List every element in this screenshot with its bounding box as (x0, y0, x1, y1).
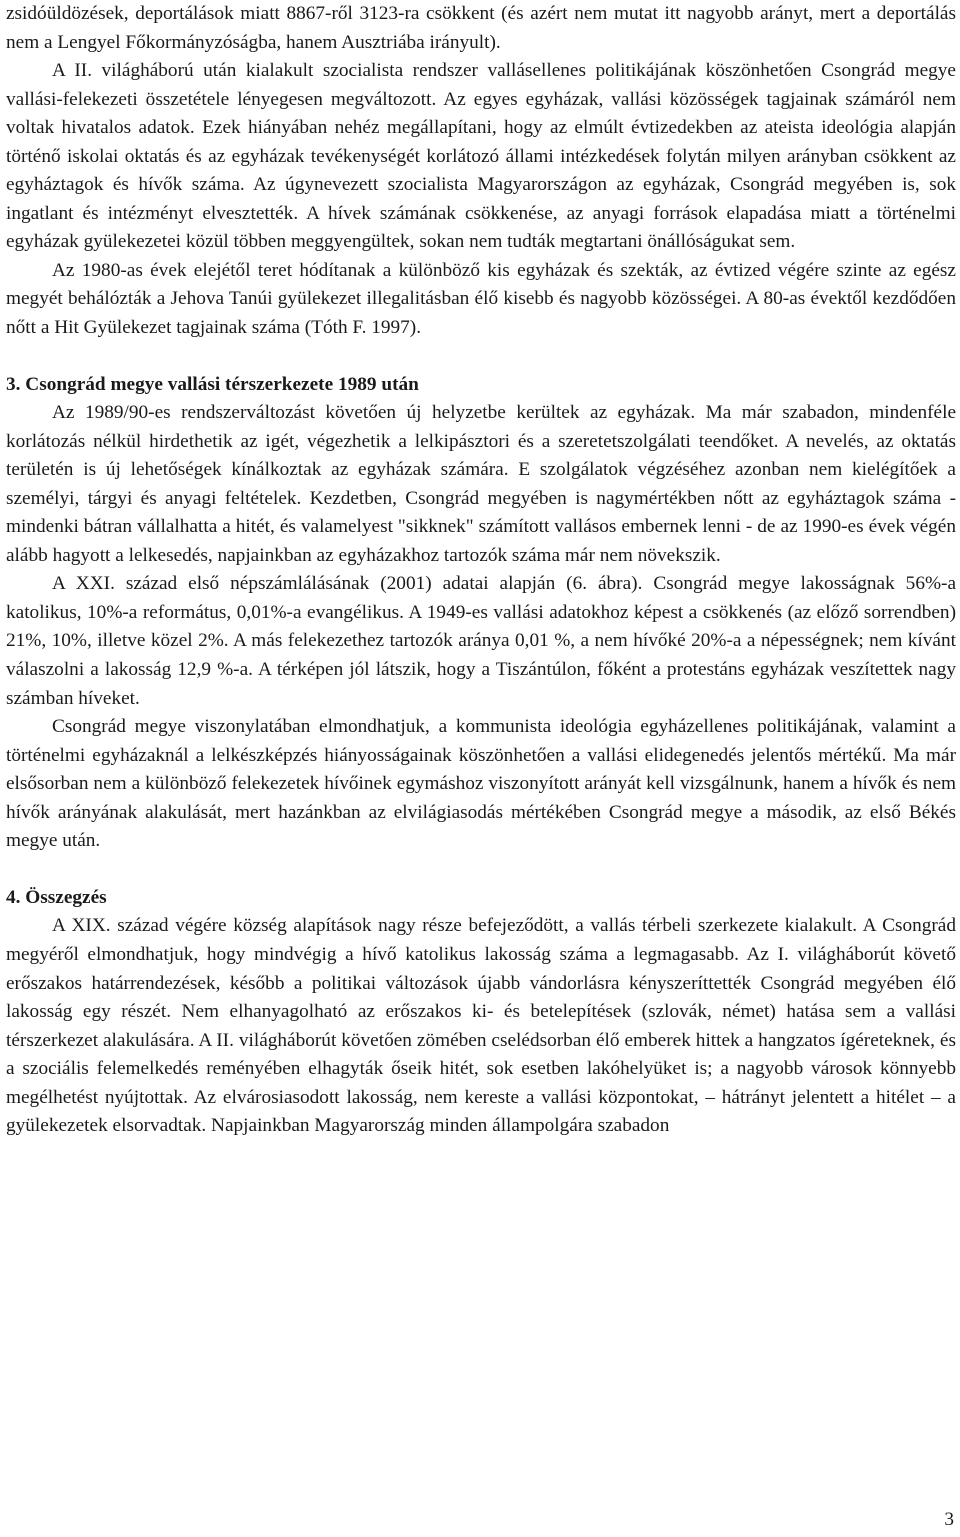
paragraph-intro-continuation: zsidóüldözések, deportálások miatt 8867-ről 3123-ra csökkent (és azért nem mutat itt nagyobb arányt, mert a deportálás nem a Lengyel Főkormányzóságba, hanem Ausztriába irányult). (6, 3, 956, 53)
section-3-paragraph-3: Csongrád megye viszonylatában elmondhatjuk, a kommunista ideológia egyházellenes politikájának, valamint a történelmi egyházaknál a lelkészképzés hiányosságainak köszönhetően a vallási elidegenedés jelentős mértékű. Ma már elsősorban nem a különböző felekezetek hívőinek egymáshoz viszonyított arányát kell vizsgálnunk, hanem a hívők és nem hívők arányának alakulását, mert hazánkban az elvilágiasodás mértékében Csongrád megye a második, az első Békés megye után. (6, 716, 956, 852)
page-number: 3 (944, 1509, 954, 1530)
section-4-paragraph-1: A XIX. század végére község alapítások nagy része befejeződött, a vallás térbeli szerkezete kialakult. A Csongrád megyéről elmondhatjuk, hogy mindvégig a hívő katolikus lakosság száma a legmagasabb. Az I. világháborút követő erőszakos határrendezések, később a politikai változások újabb vándorlásra kényszeríttették Csongrád megyében élő lakosság egy részét. Nem elhanyagolható az erőszakos ki- és betelepítések (szlovák, német) hatása sem a vallási térszerkezet alakulására. A II. világháborút követően zömében cselédsorban élő emberek hittek a hangzatos ígéreteknek, és a szociális felemelkedés reményében elhagyták őseik hitét, sok esetben lakóhelyüket is; a nagyobb városok könnyebb megélhetést nyújtottak. Az elvárosiasodott lakosság, nem kereste a vallási központokat, – hátrányt jelentett a hitélet – a gyülekezetek elsorvadtak. Napjainkban Magyarország minden állampolgára szabadon (6, 915, 956, 1137)
paragraph-1980s-sects: Az 1980-as évek elejétől teret hódítanak a különböző kis egyházak és szekták, az évtized végére szinte az egész megyét behálózták a Jehova Tanúi gyülekezet illegalitásban élő kisebb és nagyobb közösségei. A 80-as évektől kezdődően nőtt a Hit Gyülekezet tagjainak száma (Tóth F. 1997). (6, 259, 956, 339)
paragraph-postwar-changes: A II. világháború után kialakult szocialista rendszer vallásellenes politikájának köszönhetően Csongrád megye vallási-felekezeti összetétele lényegesen megváltozott. Az egyes egyházak, vallási közösségek tagjainak számáról nem voltak hivatalos adatok. Ezek hiányában nehéz megállapítani, hogy az elmúlt évtizedekben az ateista ideológia alapján történő iskolai oktatás és az egyházak tevékenységét korlátozó állami intézkedések folytán milyen arányban csökkent az egyháztagok és hívők száma. Az úgynevezett szocialista Magyarországon az egyházak, Csongrád megyében is, sok ingatlant és intézményt elvesztették. A hívek számának csökkenése, az anyagi források elapadása miatt a történelmi egyházak gyülekezetei közül többen meggyengültek, sokan nem tudták megtartani önállóságukat sem. (6, 60, 956, 253)
spacer (6, 856, 956, 884)
section-3-heading: 3. Csongrád megye vallási térszerkezete 1989 után (6, 373, 419, 395)
section-4-heading: 4. Összegzés (6, 886, 107, 908)
section-3-paragraph-2: A XXI. század első népszámlálásának (2001) adatai alapján (6. ábra). Csongrád megye lakosságnak 56%-a katolikus, 10%-a református, 0,01%-a evangélikus. A 1949-es vallási adatokhoz képest a csökkenés (az előző sorrendben) 21%, 10%, illetve közel 2%. A más felekezethez tartozók aránya 0,01 %, a nem hívőké 20%-a a népességnek; nem kívánt válaszolni a lakosság 12,9 %-a. A térképen jól látszik, hogy a Tiszántúlon, főként a protestáns egyházak veszítettek nagy számban híveket. (6, 573, 956, 709)
section-3-paragraph-1: Az 1989/90-es rendszerváltozást követően új helyzetbe kerültek az egyházak. Ma már szabadon, mindenféle korlátozás nélkül hirdethetik az igét, végezhetik a lelkipásztori és a szeretetszolgálati teendőket. A nevelés, az oktatás területén is új lehetőségek kínálkoztak az egyházak számára. E szolgálatok végzéséhez azonban nem kielégítőek a személyi, tárgyi és anyagi feltételek. Kezdetben, Csongrád megyében is nagymértékben nőtt az egyháztagok száma - mindenki bátran vállalhatta a hitét, és valamelyest "sikknek" számított vallásos embernek lenni - de az 1990-es évek végén alább hagyott a lelkesedés, napjainkban az egyházakhoz tartozók száma már nem növekszik. (6, 402, 956, 566)
spacer (6, 343, 956, 371)
document-page (6, 0, 956, 1141)
